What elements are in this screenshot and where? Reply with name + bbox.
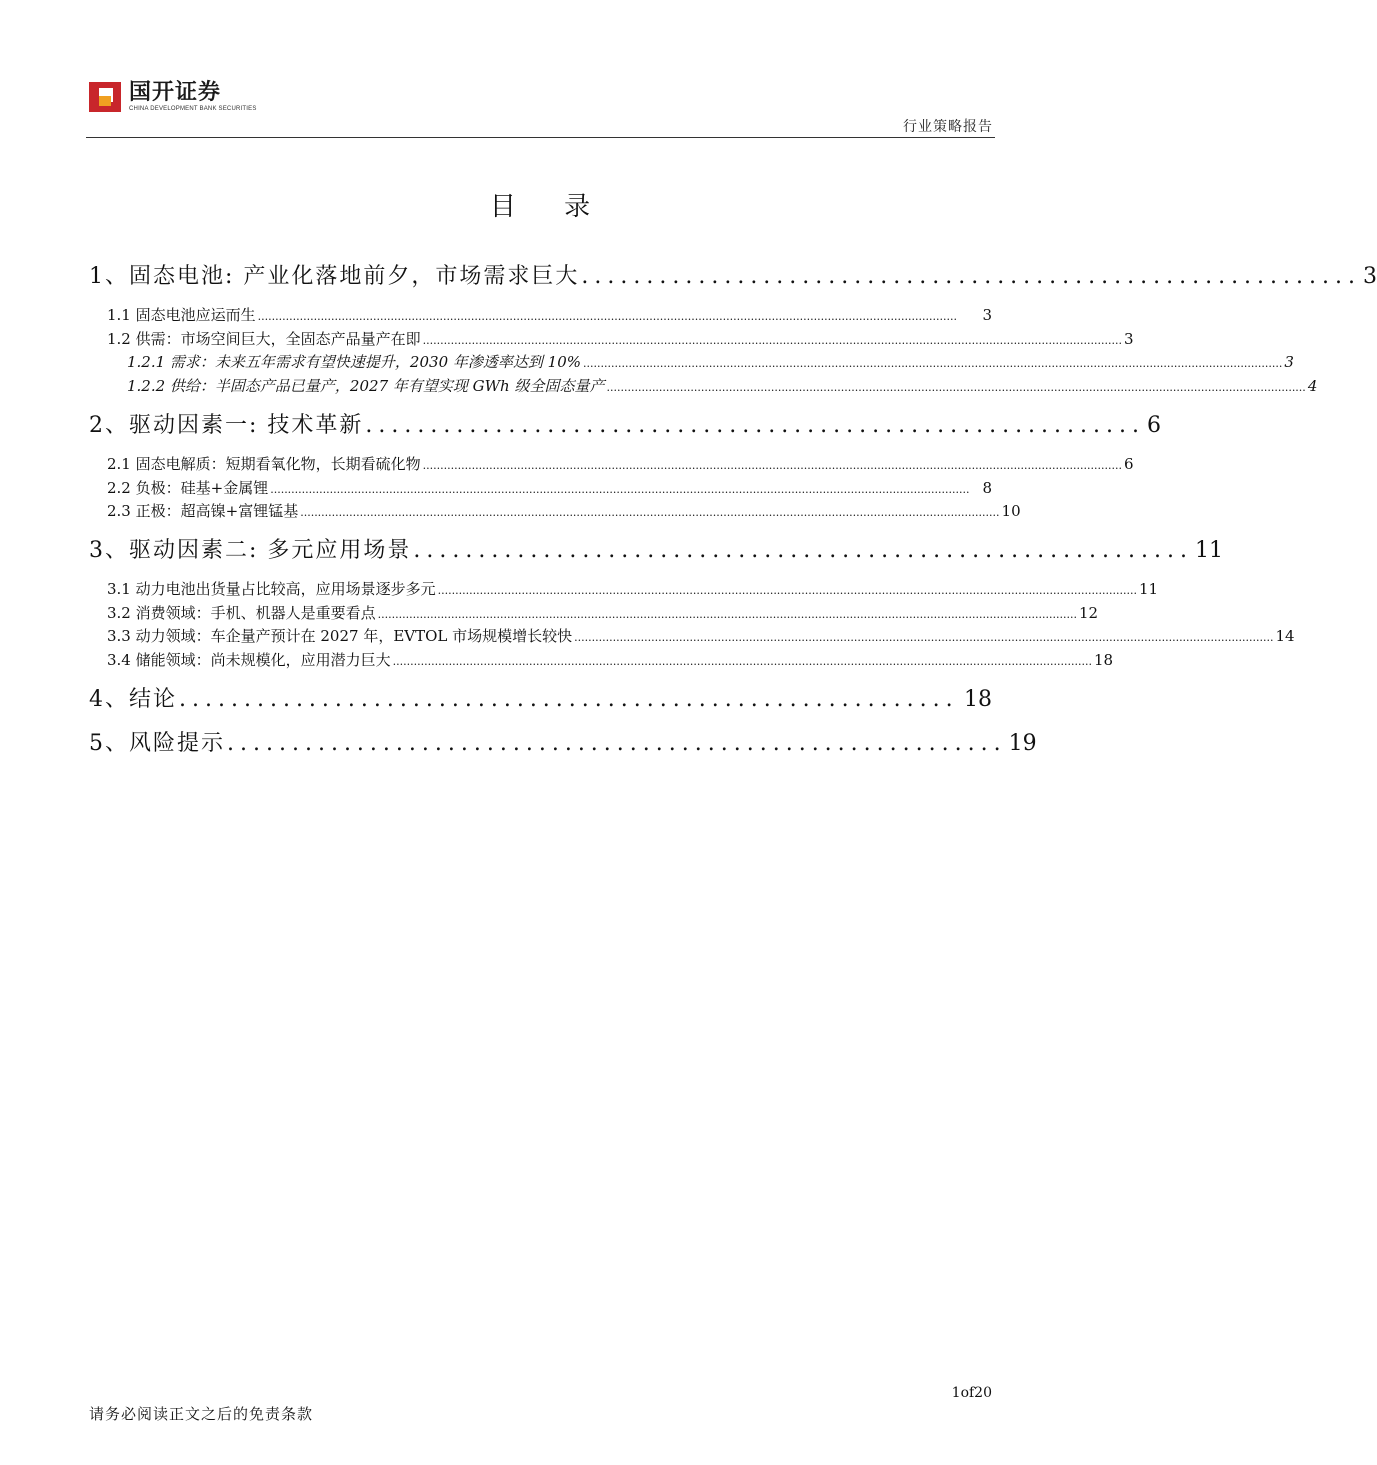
logo-name-en: CHINA DEVELOPMENT BANK SECURITIES	[129, 106, 257, 112]
toc-leader-dots: ........................................................................................................................................................................................................	[606, 381, 1306, 394]
toc-entry-page: 19	[1008, 731, 1037, 756]
toc-title: 目 录	[489, 192, 611, 222]
toc-entry-label: 3.2 消费领域：手机、机器人是重要看点	[107, 604, 376, 622]
toc-entry-label: 3、驱动因素二: 多元应用场景	[89, 538, 412, 563]
toc-leader-dots: ........................................................................................................................................................................................................	[377, 608, 1077, 621]
toc-entry[interactable]	[107, 328, 1134, 348]
toc-entry-label: 3.4 储能领域：尚未规模化，应用潜力巨大	[107, 651, 391, 669]
toc-leader-dots: ............................................................	[413, 538, 1193, 563]
toc-leader-dots: ........................................................................................................................................................................................................	[257, 310, 957, 323]
toc-entry-page: 3	[1284, 353, 1294, 371]
toc-entry-page: 12	[1078, 604, 1099, 622]
toc-entry-label: 1.1 固态电池应运而生	[107, 306, 256, 324]
toc-entry-page: 6	[1147, 413, 1161, 438]
toc-leader-dots: ............................................................	[179, 687, 959, 712]
toc-entry-page: 10	[1001, 502, 1021, 520]
toc-leader-dots: ............................................................	[365, 413, 1145, 438]
toc-entry[interactable]	[89, 408, 1161, 438]
report-type: 行业策略报告	[903, 119, 993, 135]
toc-leader-dots: ........................................................................................................................................................................................................	[437, 584, 1137, 597]
toc-entry-page: 3	[1363, 264, 1377, 289]
toc-entry-page: 11	[1195, 538, 1223, 563]
toc-entry-label: 2.3 正极：超高镍+富锂锰基	[107, 502, 299, 520]
toc-entry[interactable]	[89, 533, 1223, 563]
toc-entry[interactable]	[107, 649, 1114, 669]
toc-entry[interactable]	[107, 625, 1295, 645]
toc-entry-label: 5、风险提示	[89, 731, 225, 756]
toc-leader-dots: ........................................................................................................................................................................................................	[574, 631, 1274, 644]
toc-entry-page: 18	[964, 687, 992, 712]
toc-entry[interactable]	[107, 602, 1099, 622]
header-divider	[86, 137, 995, 138]
toc-leader-dots: ........................................................................................................................................................................................................	[392, 655, 1092, 668]
toc-entry[interactable]	[107, 578, 1159, 598]
logo-name-cn: 国开证券	[129, 80, 222, 105]
toc-entry[interactable]	[89, 726, 1037, 756]
toc-leader-dots: ........................................................................................................................................................................................................	[422, 334, 1122, 347]
toc-leader-dots: ........................................................................................................................................................................................................	[422, 459, 1122, 472]
disclaimer-text: 请务必阅读正文之后的免责条款	[89, 1405, 314, 1423]
toc-entry[interactable]	[107, 500, 1021, 520]
toc-entry-label: 2.2 负极：硅基+金属锂	[107, 479, 269, 497]
toc-leader-dots: ........................................................................................................................................................................................................	[270, 483, 970, 496]
toc-entry[interactable]	[89, 682, 992, 712]
logo-mark-icon	[89, 82, 121, 112]
toc-entry[interactable]	[107, 453, 1134, 473]
toc-entry[interactable]	[127, 375, 1318, 395]
toc-entry-page: 3	[982, 306, 992, 324]
toc-entry-page: 18	[1093, 651, 1114, 669]
toc-leader-dots: ........................................................................................................................................................................................................	[583, 357, 1283, 370]
toc-entry-label: 1.2.2 供给：半固态产品已量产，2027 年有望实现 GWh 级全固态量产	[127, 377, 605, 395]
toc-entry-page: 14	[1275, 627, 1295, 645]
toc-leader-dots: ............................................................	[581, 264, 1361, 289]
toc-leader-dots: ........................................................................................................................................................................................................	[300, 506, 1000, 519]
page-number: 1of20	[951, 1385, 992, 1401]
toc-entry-label: 2.1 固态电解质：短期看氧化物，长期看硫化物	[107, 455, 421, 473]
toc-entry-label: 1.2.1 需求：未来五年需求有望快速提升，2030 年渗透率达到 10%	[127, 353, 581, 371]
toc-entry-label: 1.2 供需：市场空间巨大，全固态产品量产在即	[107, 330, 421, 348]
toc-entry-label: 2、驱动因素一: 技术革新	[89, 413, 364, 438]
toc-entry-page: 11	[1138, 580, 1159, 598]
toc-entry-label: 1、固态电池: 产业化落地前夕，市场需求巨大	[89, 264, 580, 289]
company-logo	[89, 80, 257, 114]
toc-entry-page: 8	[982, 479, 992, 497]
toc-entry[interactable]	[89, 259, 1377, 289]
toc-entry-label: 3.3 动力领域：车企量产预计在 2027 年，EVTOL 市场规模增长较快	[107, 627, 573, 645]
toc-leader-dots: ............................................................	[227, 731, 1007, 756]
toc-entry-label: 3.1 动力电池出货量占比较高，应用场景逐步多元	[107, 580, 436, 598]
toc-entry-page: 3	[1123, 330, 1134, 348]
toc-entry[interactable]	[107, 304, 992, 324]
toc-entry[interactable]	[107, 477, 992, 497]
toc-entry-page: 6	[1123, 455, 1134, 473]
toc-entry-page: 4	[1307, 377, 1318, 395]
toc-entry[interactable]	[127, 351, 1294, 371]
toc-entry-label: 4、结论	[89, 687, 177, 712]
